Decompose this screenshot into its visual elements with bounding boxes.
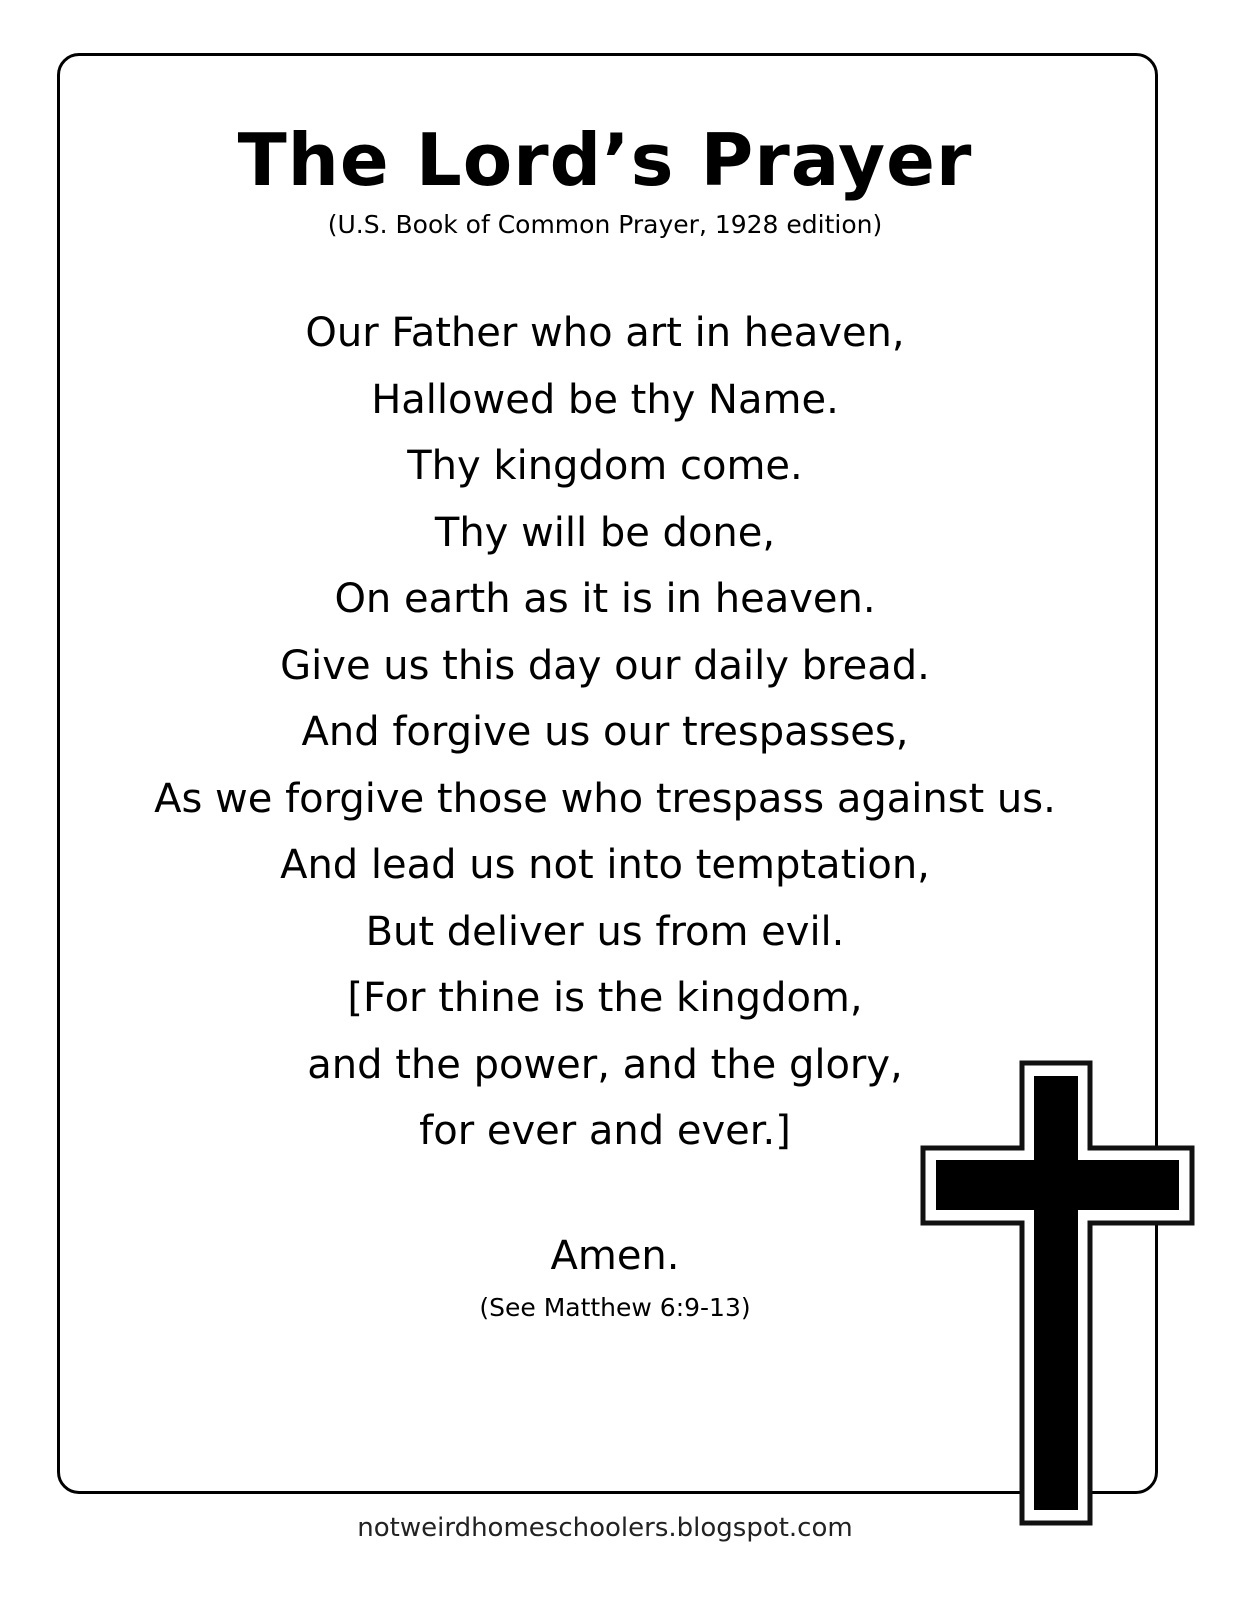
prayer-line: But deliver us from evil. bbox=[365, 908, 845, 955]
prayer-line: and the power, and the glory, bbox=[307, 1041, 903, 1088]
prayer-line: And lead us not into temptation, bbox=[280, 842, 930, 888]
cross-icon bbox=[920, 1060, 1195, 1526]
scripture-reference: (See Matthew 6:9-13) bbox=[479, 1293, 751, 1322]
prayer-line: As we forgive those who trespass against us. bbox=[154, 775, 1056, 822]
prayer-line: Give us this day our daily bread. bbox=[280, 642, 930, 689]
amen: Amen. bbox=[550, 1233, 680, 1279]
prayer-text bbox=[0, 300, 1210, 1165]
prayer-line: [For thine is the kingdom, bbox=[347, 975, 863, 1021]
prayer-line: And forgive us our trespasses, bbox=[301, 709, 909, 755]
prayer-line: for ever and ever.] bbox=[419, 1108, 791, 1154]
page-title: The Lord’s Prayer bbox=[237, 118, 973, 202]
prayer-line: Thy kingdom come. bbox=[407, 443, 803, 489]
prayer-line: On earth as it is in heaven. bbox=[334, 576, 876, 622]
prayer-line: Hallowed be thy Name. bbox=[371, 376, 839, 423]
footer-url: notweirdhomeschoolers.blogspot.com bbox=[357, 1513, 853, 1543]
prayer-line: Thy will be done, bbox=[434, 509, 776, 556]
prayer-line: Our Father who art in heaven, bbox=[305, 310, 905, 356]
page-subtitle: (U.S. Book of Common Prayer, 1928 edition) bbox=[327, 210, 883, 239]
